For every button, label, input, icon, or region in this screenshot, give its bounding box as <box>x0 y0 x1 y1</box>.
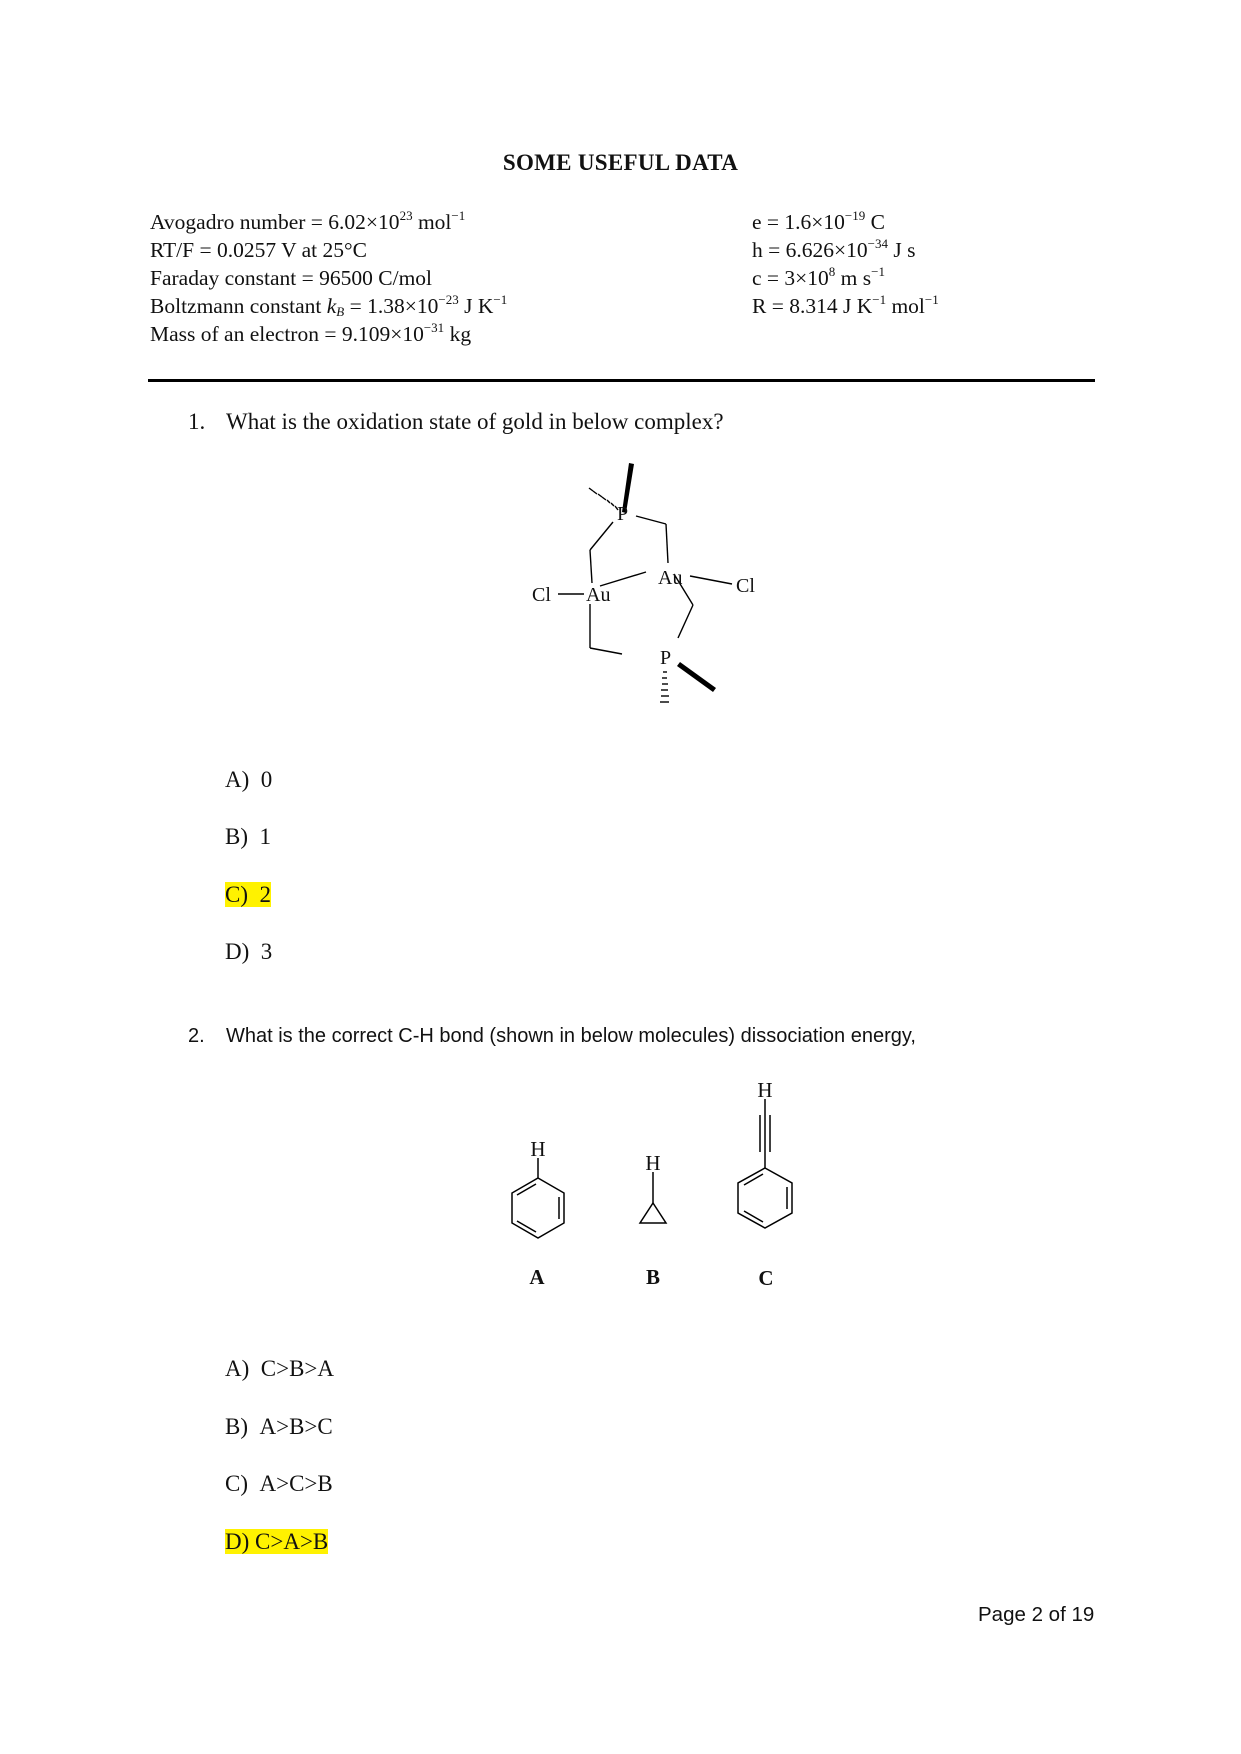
constants-right <box>752 208 939 320</box>
q1-option-b[interactable]: B) 1 <box>225 824 271 849</box>
atom-p-top: P <box>617 503 629 525</box>
divider-rule <box>148 379 1095 382</box>
hash-bond-top <box>589 488 618 510</box>
q1-option-a[interactable]: A) 0 <box>225 767 273 792</box>
wedge-bond-bottom <box>677 662 716 692</box>
atom-cl-right: Cl <box>736 575 755 597</box>
question-2-number: 2. <box>188 1025 205 1047</box>
q2-option-c[interactable]: C) A>C>B <box>225 1471 333 1496</box>
molecule-b-cyclopropane <box>640 1172 666 1223</box>
q1-option-d[interactable]: D) 3 <box>225 939 273 964</box>
constant-faraday: Faraday constant = 96500 C/mol <box>150 266 433 290</box>
constant-h: $h = 6.626\times 10^{-34}$ J s <box>752 236 916 262</box>
page-number: Page 2 of 19 <box>978 1603 1095 1626</box>
constant-avogadro: Avogadro number = $6.02\times 10^{23}$ mol$^{-1}$ <box>150 208 466 234</box>
atom-au-left: Au <box>586 584 611 606</box>
atom-cl-left: Cl <box>532 584 551 606</box>
molecule-a-benzene <box>512 1158 564 1238</box>
q2-option-a[interactable]: A) C>B>A <box>225 1356 335 1381</box>
constants-left <box>150 208 507 348</box>
molecule-b-atom-h: H <box>645 1151 661 1175</box>
question-1-text: What is the oxidation state of gold in below complex? <box>226 409 724 434</box>
constant-r: R = 8.314 J $K^{-1}$ mol$^{-1}$ <box>752 292 939 318</box>
q1-option-c[interactable] <box>225 882 271 908</box>
answer-highlight: D) C>A>B <box>225 1529 329 1554</box>
gold-complex-structure <box>530 440 780 740</box>
constant-e: $e = 1.6\times 10^{-19}$ C <box>752 208 885 234</box>
molecule-c-atom-h: H <box>757 1078 773 1102</box>
atom-p-bottom: P <box>660 647 672 669</box>
q2-option-d[interactable] <box>225 1529 328 1555</box>
question-2-text: What is the correct C-H bond (shown in below molecules) dissociation energy, <box>226 1025 916 1047</box>
answer-highlight: C) 2 <box>225 882 271 907</box>
constant-boltzmann: Boltzmann constant $k_B = 1.38\times 10^{-23}$ J $K^{-1}$ <box>150 292 508 319</box>
q2-option-b[interactable]: B) A>B>C <box>225 1414 333 1439</box>
question-2 <box>188 1025 916 1048</box>
atom-au-right: Au <box>658 567 683 589</box>
question-1 <box>188 409 724 435</box>
constant-electron-mass: Mass of an electron = $9.109\times 10^{-31}$ kg <box>150 320 472 346</box>
molecule-c-label: C <box>758 1266 774 1290</box>
molecules-figure <box>490 1070 820 1295</box>
page-title: SOME USEFUL DATA <box>502 150 739 175</box>
hash-bond-bottom <box>660 672 669 702</box>
molecule-a-label: A <box>529 1265 545 1289</box>
constant-c: $c = 3\times 10^8$ m $s^{-1}$ <box>752 264 885 290</box>
question-1-number: 1. <box>188 409 206 434</box>
molecule-a-atom-h: H <box>530 1137 546 1161</box>
molecule-b-label: B <box>645 1265 661 1289</box>
molecule-c-phenylacetylene <box>738 1099 792 1228</box>
constant-rt-f: RT/F = 0.0257 V at 25°C <box>150 238 367 262</box>
